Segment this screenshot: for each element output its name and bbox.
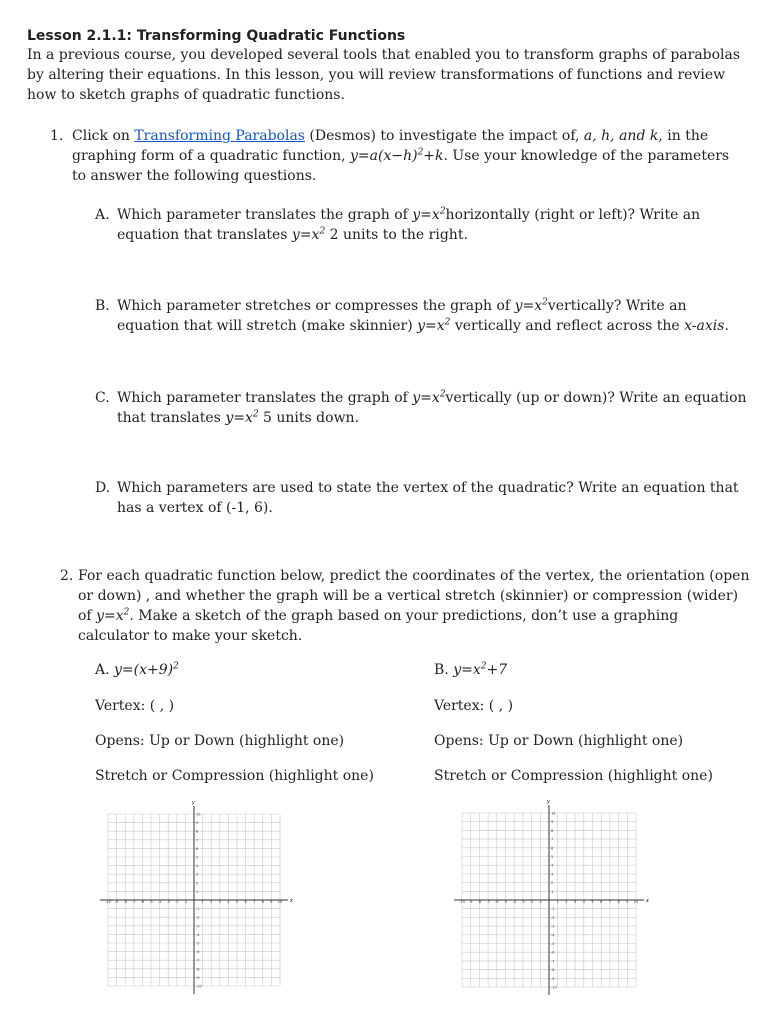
x-axis-label: x: [646, 898, 649, 904]
x-tick-label: -5: [503, 900, 508, 904]
q2-a-vertex: Vertex: ( , ): [95, 698, 175, 714]
q1-params: a, h, and k: [583, 128, 659, 144]
q1-equation: $y=a(x-h)^2+k$: [350, 147, 444, 164]
y-tick-label: 8: [196, 829, 199, 834]
q2-a-opens: Opens: Up or Down (highlight one): [95, 733, 345, 749]
x-tick-label: -4: [512, 900, 516, 904]
q2-a-stretch: Stretch or Compression (highlight one): [95, 768, 374, 784]
question-1-number: 1.: [50, 128, 64, 144]
y-tick-label: 6: [551, 846, 554, 851]
q1-tail: . Use your knowledge of the parameters to answer the following questions.: [72, 148, 730, 184]
y-tick-label: 2: [551, 881, 554, 886]
y-tick-label: -3: [551, 924, 555, 929]
coordinate-grid-a[interactable]: [96, 800, 296, 1005]
x-tick-label: 10: [277, 900, 283, 904]
y-tick-label: 5: [551, 855, 554, 859]
coordinate-grid-b[interactable]: [453, 795, 653, 1005]
y-tick-label: 10: [551, 811, 556, 816]
x-tick-label: 8: [617, 900, 620, 904]
y-axis-label: y: [192, 800, 195, 806]
x-tick-label: 2: [210, 900, 213, 904]
y-tick-label: -1: [196, 907, 200, 912]
q1-part-d-text: Which parameters are used to state the vertex of the quadratic? Write an equation that has a vertex of (-1, 6).: [117, 480, 739, 516]
y-tick-label: 7: [551, 837, 554, 842]
y-tick-label: 8: [551, 828, 554, 833]
x-tick-label: 6: [600, 900, 603, 904]
x-tick-label: 2: [565, 900, 568, 904]
y-tick-label: 2: [196, 881, 199, 886]
q2-a-equation: A. $y=(x+9)^2$: [95, 661, 179, 678]
y-tick-label: 5: [196, 855, 199, 860]
y-tick-label: 6: [196, 846, 199, 851]
x-tick-label: 4: [582, 900, 585, 904]
q1-lead: Click on: [72, 128, 130, 144]
y-tick-label: 3: [196, 872, 199, 877]
x-tick-label: 8: [261, 900, 264, 904]
y-tick-label: 9: [196, 821, 199, 826]
x-tick-label: -9: [114, 900, 119, 904]
y-tick-label: -9: [196, 975, 200, 980]
question-1-text: [72, 126, 742, 186]
x-tick-label: -3: [166, 900, 170, 904]
q2-b-vertex: Vertex: ( , ): [434, 698, 514, 714]
y-tick-label: 1: [196, 889, 199, 894]
y-tick-label: 3: [551, 872, 554, 877]
q1-part-a-text: Which parameter translates the graph of $y=x^2horizontally$ (right or left)? Write an equation that translates $y=x^2$ 2 units to the right.: [117, 206, 701, 243]
x-tick-label: 3: [218, 900, 221, 904]
lesson-intro: In a previous course, you developed several tools that enabled you to transform graphs of parabolas by altering their equations. In this lesson, you will review transformations of functions and review how to sketch graphs of quadratic functions.: [27, 47, 741, 103]
x-tick-label: 4: [227, 900, 230, 904]
x-axis-label: x: [290, 898, 293, 904]
q2-b-equation: B. $y=x^2+7$: [434, 661, 508, 678]
x-tick-label: -6: [140, 900, 145, 904]
y-tick-label: -10: [196, 984, 202, 989]
x-tick-label: 5: [591, 900, 594, 904]
y-tick-label: -3: [196, 924, 200, 929]
y-tick-label: -10: [551, 985, 557, 990]
x-tick-label: -8: [477, 900, 482, 904]
x-tick-label: -8: [123, 900, 127, 904]
y-tick-label: -1: [551, 907, 555, 912]
q1-part-a-letter: A.: [95, 207, 110, 223]
y-tick-label: 10: [196, 812, 201, 817]
q1-after-link: (Desmos) to investigate the impact of,: [304, 128, 584, 144]
y-tick-label: -2: [196, 915, 200, 920]
q2-b-opens: Opens: Up or Down (highlight one): [434, 733, 684, 749]
x-tick-label: 5: [235, 900, 239, 904]
q1-mid: , in the graphing form of a quadratic function,: [72, 128, 709, 164]
q2-b-stretch: Stretch or Compression (highlight one): [434, 768, 713, 784]
y-tick-label: -8: [196, 967, 200, 972]
y-tick-label: 4: [196, 864, 199, 869]
x-tick-label: 10: [633, 900, 639, 904]
x-tick-label: -9: [468, 900, 473, 904]
y-tick-label: 7: [196, 838, 199, 843]
x-tick-label: 1: [556, 900, 559, 904]
x-tick-label: 1: [201, 900, 204, 904]
q1-part-b-text: Which parameter stretches or compresses the graph of $y=x^2vertically$? Write an equation that will stretch (make skinnier) $y=x^2$ vertically and reflect across the x-axis.: [117, 297, 729, 334]
x-tick-label: 7: [608, 900, 612, 904]
y-tick-label: -4: [551, 933, 555, 938]
q1-part-d-letter: D.: [95, 480, 111, 496]
y-tick-label: -5: [551, 942, 555, 946]
y-tick-label: -4: [196, 932, 200, 937]
q1-part-b-letter: B.: [95, 298, 110, 314]
x-tick-label: -1: [538, 900, 543, 904]
y-tick-label: 1: [551, 889, 554, 894]
x-tick-label: -6: [495, 900, 499, 904]
y-tick-label: -2: [551, 915, 555, 920]
y-tick-label: 9: [551, 820, 554, 825]
x-tick-label: -7: [486, 900, 490, 904]
x-tick-label: -10: [105, 900, 111, 904]
q1-part-c-text: Which parameter translates the graph of $y=x^2vertically$ (up or down)? Write an equation that translates $y=x^2$ 5 units down.: [117, 389, 747, 426]
x-tick-label: -1: [183, 900, 188, 904]
x-tick-label: -2: [529, 900, 534, 904]
y-tick-label: -9: [551, 976, 555, 981]
x-tick-label: -10: [459, 900, 465, 904]
y-tick-label: -6: [196, 950, 200, 955]
x-tick-label: 3: [573, 900, 577, 904]
x-tick-label: 9: [626, 900, 629, 904]
x-tick-label: -4: [157, 900, 162, 904]
x-tick-label: -3: [521, 900, 525, 904]
y-tick-label: -7: [196, 958, 200, 963]
transforming-parabolas-link[interactable]: Transforming Parabolas: [134, 128, 305, 144]
x-tick-label: -7: [132, 900, 136, 904]
q1-part-c-letter: C.: [95, 390, 110, 406]
x-tick-label: 7: [253, 900, 256, 904]
lesson-title: Lesson 2.1.1: Transforming Quadratic Functions: [27, 28, 406, 44]
y-tick-label: -8: [551, 968, 555, 973]
y-tick-label: -6: [551, 950, 555, 955]
x-tick-label: -5: [149, 900, 153, 904]
y-tick-label: -5: [196, 941, 200, 946]
y-axis-label: y: [547, 799, 550, 805]
x-tick-label: 6: [244, 900, 247, 904]
y-tick-label: 4: [551, 863, 554, 868]
x-tick-label: -2: [175, 900, 179, 904]
question-2-number: 2.: [60, 568, 74, 584]
x-tick-label: 9: [270, 900, 273, 904]
question-2-text: For each quadratic function below, predict the coordinates of the vertex, the orientation (open or down) , and whether the graph will be a vertical stretch (skinnier) or compression (wider) of $y=x^2$. Make a sketch of the graph based on your predictions, don’t use a graphing calculator to make your sketch.: [78, 568, 750, 644]
y-tick-label: -7: [551, 959, 555, 964]
